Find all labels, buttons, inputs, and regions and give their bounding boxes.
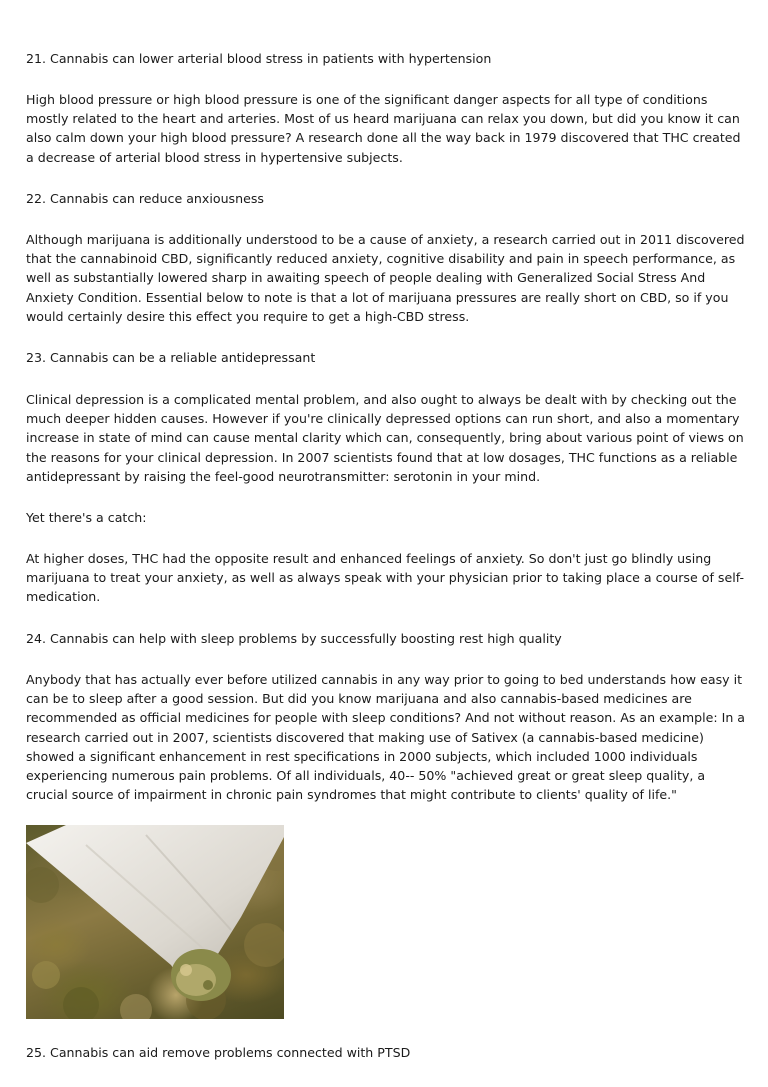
cannabis-joint-photo — [26, 825, 284, 1019]
heading-22: 22. Cannabis can reduce anxiousness — [26, 191, 264, 206]
paragraph-anxiety: Although marijuana is additionally understood to be a cause of anxiety, a research carried out in 2011 discovered that the cannabinoid CBD, significantly reduced anxiety, cognitive disability and pain in speech performance, as well as substantially lowered sharp in awaiting speech of people dealing with Generalized Social Stress And Anxiety Condition. Essential below to note is that a lot of marijuana pressures are really short on CBD, so if you would certainly desire this effect you require to get a high-CBD stress. — [26, 232, 745, 324]
paragraph-blood-pressure: High blood pressure or high blood pressure is one of the significant danger aspects for all type of conditions mostly related to the heart and arteries. Most of us heard marijuana can relax you down, but did you know it can also calm down your high blood pressure? A research done all the way back in 1979 discovered that THC created a decrease of arterial blood stress in hypertensive subjects. — [26, 92, 741, 165]
heading-24: 24. Cannabis can help with sleep problems by successfully boosting rest high quality — [26, 631, 562, 646]
paragraph-catch: Yet there's a catch: — [26, 510, 147, 525]
paragraph-sleep: Anybody that has actually ever before utilized cannabis in any way prior to going to bed understands how easy it can be to sleep after a good session. But did you know marijuana and also cannabis-based medicines are recommended as official medicines for people with sleep conditions? And not without reason. As an example: In a research carried out in 2007, scientists discovered that making use of Sativex (a cannabis-based medicine) showed a significant enhancement in rest specifications in 2000 subjects, which included 1000 individuals experiencing numerous pain problems. Of all individuals, 40-- 50% "achieved great or great sleep quality, a crucial source of impairment in chronic pain syndromes that might contribute to clients' quality of life." — [26, 672, 746, 803]
heading-21: 21. Cannabis can lower arterial blood stress in patients with hypertension — [26, 51, 492, 66]
paragraph-depression: Clinical depression is a complicated mental problem, and also ought to always be dealt with by checking out the much deeper hidden causes. However if you're clinically depressed options can run short, and also a momentary increase in state of mind can cause mental clarity which can, consequently, bring about various point of views on the reasons for your clinical depression. In 2007 scientists found that at low dosages, THC functions as a reliable antidepressant by raising the feel-good neurotransmitter: serotonin in your mind. — [26, 392, 744, 484]
heading-23: 23. Cannabis can be a reliable antidepressant — [26, 350, 316, 365]
heading-25: 25. Cannabis can aid remove problems connected with PTSD — [26, 1045, 411, 1060]
paragraph-higher-doses: At higher doses, THC had the opposite result and enhanced feelings of anxiety. So don't just go blindly using marijuana to treat your anxiety, as well as always speak with your physician prior to taking place a course of self-medication. — [26, 551, 744, 605]
